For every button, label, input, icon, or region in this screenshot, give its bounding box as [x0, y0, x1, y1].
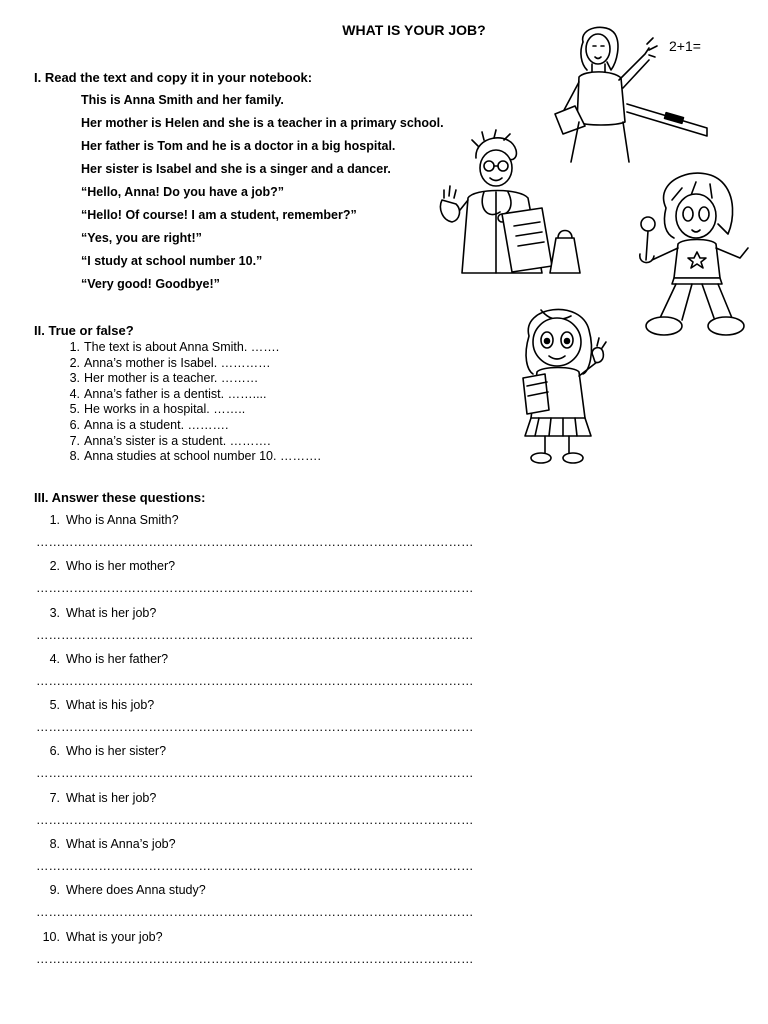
story-line: “Hello! Of course! I am a student, remember?” — [81, 208, 357, 222]
list-item: 7. Anna’s sister is a student. ………. — [69, 433, 271, 448]
answer-line[interactable]: …………………………………………………………………………………………… — [36, 859, 474, 874]
story-line: “Very good! Goodbye!” — [81, 277, 220, 291]
answer-line[interactable]: …………………………………………………………………………………………… — [36, 535, 474, 549]
list-item: 7. What is her job? …………………………………………………………………………………………… — [36, 790, 524, 836]
list-item: 8. Anna studies at school number 10. ………. — [69, 449, 321, 464]
list-item: 2. Anna’s mother is Isabel. ………… — [69, 355, 271, 370]
list-item: 1. The text is about Anna Smith. ……. — [69, 340, 280, 354]
list-item: 3. What is her job? …………………………………………………………………………………………… — [36, 605, 524, 651]
singer-illustration — [622, 168, 767, 340]
answer-line[interactable]: …………………………………………………………………………………………… — [36, 951, 474, 966]
story-line: “Yes, you are right!” — [81, 231, 202, 245]
answer-line[interactable]: …………………………………………………………………………………………… — [36, 720, 474, 735]
story-line: This is Anna Smith and her family. — [81, 93, 284, 107]
blackboard-text: 2+1= — [669, 38, 701, 54]
list-item: 8. What is Anna’s job? …………………………………………………………………………………………… — [36, 836, 524, 882]
questions-list — [36, 512, 524, 975]
section-2-heading: II. True or false? — [34, 323, 134, 338]
section-1-heading: I. Read the text and copy it in your notebook: — [34, 70, 313, 85]
true-false-list — [54, 340, 321, 465]
doctor-illustration — [438, 128, 588, 278]
story-line: Her father is Tom and he is a doctor in a big hospital. — [81, 139, 396, 153]
list-item: 6. Anna is a student. ………. — [69, 417, 229, 432]
list-item: 2. Who is her mother? …………………………………………………………………………………………… — [36, 558, 524, 604]
page-title: WHAT IS YOUR JOB? — [342, 22, 486, 38]
student-illustration — [505, 300, 617, 465]
list-item: 3. Her mother is a teacher. ……… — [69, 371, 259, 386]
list-item: 4. Who is her father? …………………………………………………………………………………………… — [36, 651, 524, 697]
list-item: 4. Anna’s father is a dentist. …….... — [69, 386, 267, 401]
story-line: Her sister is Isabel and she is a singer and a dancer. — [81, 162, 391, 176]
story-text — [81, 92, 444, 299]
story-line: “I study at school number 10.” — [81, 254, 263, 268]
list-item: 9. Where does Anna study? …………………………………………………………………………………………… — [36, 882, 524, 928]
answer-line[interactable]: …………………………………………………………………………………………… — [36, 627, 474, 642]
story-line: Her mother is Helen and she is a teacher in a primary school. — [81, 116, 444, 130]
list-item: 5. What is his job? …………………………………………………………………………………………… — [36, 697, 524, 743]
list-item: 1. Who is Anna Smith? …………………………………………………………………………………………… — [36, 512, 524, 558]
list-item: 10. What is your job? …………………………………………………………………………………………… — [36, 929, 524, 975]
section-3-heading: III. Answer these questions: — [34, 490, 206, 505]
answer-line[interactable]: …………………………………………………………………………………………… — [36, 581, 474, 596]
story-line: “Hello, Anna! Do you have a job?” — [81, 185, 285, 199]
answer-line[interactable]: …………………………………………………………………………………………… — [36, 905, 474, 920]
answer-line[interactable]: …………………………………………………………………………………………… — [36, 812, 474, 827]
list-item: 5. He works in a hospital. …….. — [69, 402, 246, 417]
answer-line[interactable]: …………………………………………………………………………………………… — [36, 673, 474, 688]
list-item: 6. Who is her sister? …………………………………………………………………………………………… — [36, 743, 524, 789]
answer-line[interactable]: …………………………………………………………………………………………… — [36, 766, 474, 781]
